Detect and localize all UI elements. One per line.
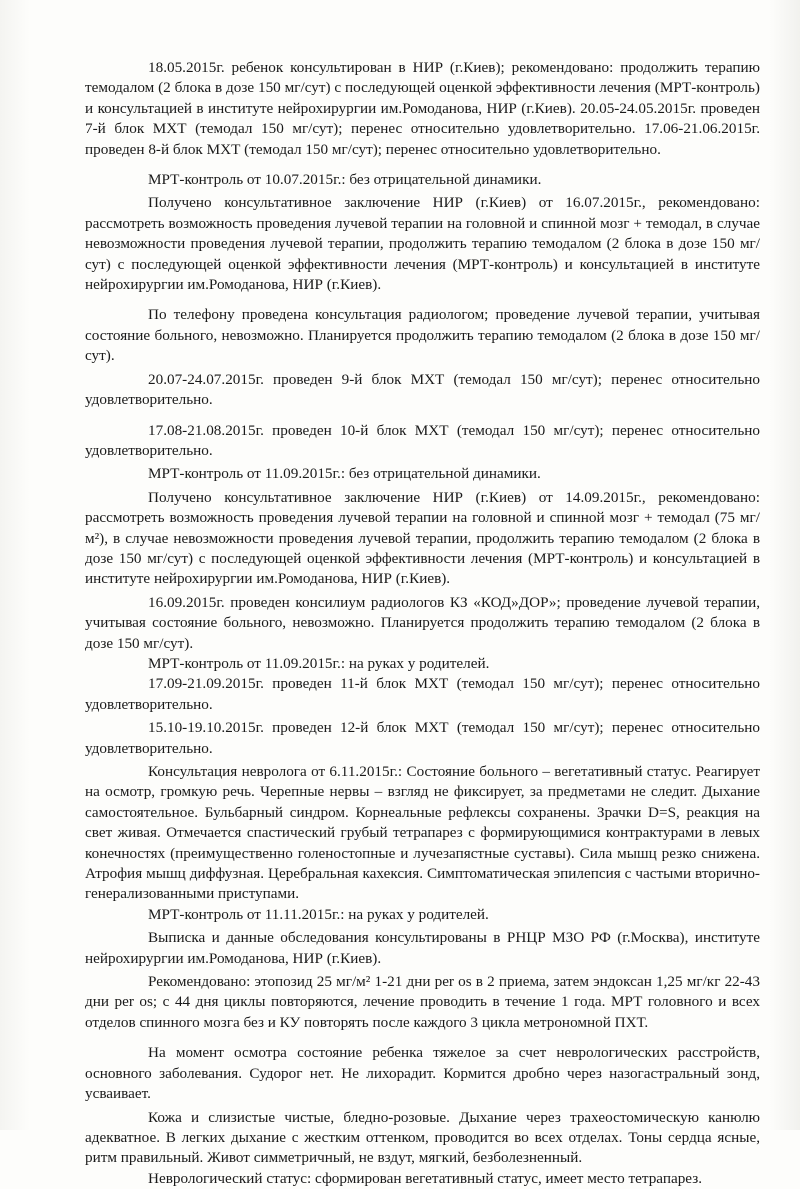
paragraph-block-9: 20.07-24.07.2015г. проведен 9-й блок МХТ (темодал 150 мг/сут); перенес относительно удовлетворительно. xyxy=(85,370,760,409)
paragraph-block-12: 15.10-19.10.2015г. проведен 12-й блок МХТ (темодал 150 мг/сут); перенес относительно удовлетворительно. xyxy=(85,719,760,757)
paragraph-mri-2015-09: МРТ-контроль от 11.09.2015г.: без отрицательной динамики. xyxy=(148,465,541,483)
paragraph-conclusion-2015-09: Получено консультативное заключение НИР (г.Киев) от 14.09.2015г., рекомендовано: рассмотреть возможность проведения лучевой терапии на головной и спинной мозг + темодал (75 мг/м²), в случае невозможности проведения лучевой терапии, продолжить терапию темодалом (2 блока в дозе 150 мг/сут) с последующей оценкой эффективности лечения (МРТ-контроль) и консультацией в институте нейрохирургии им.Ромоданова, НИР (г.Киев). xyxy=(85,488,760,588)
paragraph-current-state: На момент осмотра состояние ребенка тяжелое за счет неврологических расстройств, основного заболевания. Судорог нет. Не лихорадит. Кормится дробно через назогастральный зонд, усваивает. xyxy=(85,1044,760,1103)
paragraph-neurologist-consult: Консультация невролога от 6.11.2015г.: Состояние больного – вегетативный статус. Реагирует на осмотр, громкую речь. Черепные нервы – взгляд не фиксирует, за предметами не следит. Дыхание самостоятельное. Бульбарный синдром. Корнеальные рефлексы сохранены. Зрачки D=S, реакция на свет живая. Отмечается спастический грубый тетрапарез с формирующимися контрактурами в левых конечностях (преимущественно голеностопные и лучезапястные суставы). Сила мышц резко снижена. Атрофия мышц диффузная. Церебральная кахексия. Симптоматическая эпилепсия с частыми вторично-генерализованными приступами. xyxy=(85,763,760,903)
paragraph-examination: Кожа и слизистые чистые, бледно-розовые. Дыхание через трахеостомическую канюлю адекватное. В легких дыхание с жестким оттенком, проводится во всех отделах. Тоны сердца ясные, ритм правильный. Живот симметричный, не вздут, мягкий, безболезненный. xyxy=(85,1108,760,1167)
paragraph-block-10: 17.08-21.08.2015г. проведен 10-й блок МХТ (темодал 150 мг/сут); перенес относительно удовлетворительно. xyxy=(85,421,760,459)
paragraph-recommendation: Рекомендовано: этопозид 25 мг/м² 1-21 дни per os в 2 приема, затем эндоксан 1,25 мг/кг 22-43 дни per os; с 44 дня циклы повторяются, лечение проводить в течение 1 года. МРТ головного и всех отделов спинного мозга без и КУ повторять после каждого 3 цикла метрономной ПХТ. xyxy=(85,973,760,1031)
paragraph-radiologist-phone: По телефону проведена консультация радиологом; проведение лучевой терапии, учитывая состояние больного, невозможно. Планируется продолжить терапию темодалом (2 блока в дозе 150 мг/сут). xyxy=(85,306,760,365)
paragraph-neurological-status: Неврологический статус: сформирован вегетативный статус, имеет место тетрапарез. xyxy=(148,1169,703,1187)
paragraph-radiology-council: 16.09.2015г. проведен консилиум радиологов КЗ «КОД»ДОР»; проведение лучевой терапии, учитывая состояние больного, невозможно. Планируется продолжить терапию темодалом (2 блока в дозе 150 мг/сут). xyxy=(85,593,760,652)
paragraph-mri-2015-07: МРТ-контроль от 10.07.2015г.: без отрицательной динамики. xyxy=(148,171,542,189)
paragraph-mri-parents-2: МРТ-контроль от 11.11.2015г.: на руках у родителей. xyxy=(148,905,489,923)
paragraph-block-11: 17.09-21.09.2015г. проведен 11-й блок МХТ (темодал 150 мг/сут); перенес относительно удовлетворительно. xyxy=(85,675,760,713)
paragraph-mri-parents-1: МРТ-контроль от 11.09.2015г.: на руках у родителей. xyxy=(148,654,490,672)
paragraph-conclusion-2015-07: Получено консультативное заключение НИР (г.Киев) от 16.07.2015г., рекомендовано: рассмотреть возможность проведения лучевой терапии на головной и спинной мозг + темодал, в случае невозможности проведения лучевой терапии, продолжить терапию темодалом (2 блока в дозе 150 мг/сут) с последующей оценкой эффективности лечения (МРТ-контроль) и консультацией в институте нейрохирургии им.Ромоданова, НИР (г.Киев). xyxy=(85,194,760,294)
paragraph-extract-consulted: Выписка и данные обследования консультированы в РНЦР МЗО РФ (г.Москва), институте нейрохирургии им.Ромоданова, НИР (г.Киев). xyxy=(85,929,760,967)
paragraph-consult-2015-05: 18.05.2015г. ребенок консультирован в НИР (г.Киев); рекомендовано: продолжить терапию темодалом (2 блока в дозе 150 мг/сут) с последующей оценкой эффективности лечения (МРТ-контроль) и консультацией в институте нейрохирургии им.Ромоданова, НИР (г.Киев). 20.05-24.05.2015г. проведен 7-й блок МХТ (темодал 150 мг/сут); перенес относительно удовлетворительно. 17.06-21.06.2015г. проведен 8-й блок МХТ (темодал 150 мг/сут); перенес относительно удовлетворительно. xyxy=(85,59,760,158)
